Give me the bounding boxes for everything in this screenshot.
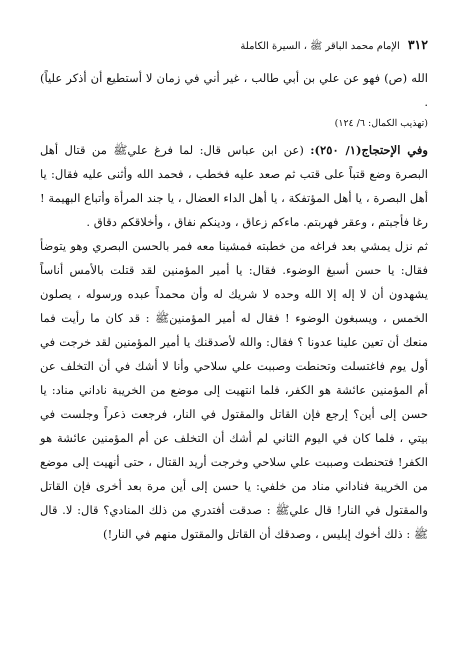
paragraph-1: الله (ص) فهو عن علي بن أبي طالب ، غير أني في زمان لا أستطيع أن أذكر علياً) . xyxy=(40,71,428,109)
page-body xyxy=(40,66,428,546)
source-label: وفي الإحتجاج(١/ ٢٥٠): xyxy=(310,143,428,157)
running-title: الإمام محمد الباقر ﷺ ، السيرة الكاملة xyxy=(240,41,400,52)
page-header xyxy=(40,38,428,54)
paragraph-3: ثم نزل يمشي بعد فراغه من خطبته فمشينا معه فمر بالحسن البصري وهو يتوضأ فقال: يا حسن أسبغ الوضوء. فقال: يا أمير المؤمنين لقد قتلت بالأمس أناساً يشهدون أن لا إله إلا الله وحده لا شريك له وأن محمداً عبده ورسوله ، يصلون الخمس ، ويسبغون الوضوء ! فقال له أمير المؤمنينﷺ : قد كان ما رأيت فما منعك أن تعين علينا عدونا ؟ فقال: والله لأصدقنك يا أمير المؤمنين لقد خرجت في أول يوم فاغتسلت وتحنطت وصببت علي سلاحي وأنا لا أشك في أن التخلف عن أم المؤمنين عائشة هو الكفر، فلما انتهيت إلى موضع من الخريبة ناداني مناد: يا حسن إلى أين؟ إرجع فإن القاتل والمقتول في النار، فرجعت ذعراً وجلست في بيتي ، فلما كان في اليوم الثاني لم أشك أن التخلف عن أم المؤمنين عائشة هو الكفر! فتحنطت وصببت علي سلاحي وخرجت أريد القتال ، حتى أنهيت إلى موضع من الخريبة فناداني مناد من خلفي: يا حسن إلى أين مرة بعد أخرى فإن القاتل والمقتول في النار! قال عليﷺ : صدقت أفتدري من ذلك المنادي؟ قال: لا. قال ﷺ : ذلك أخوك إبليس ، وصدقك أن القاتل والمقتول منهم في النار!) xyxy=(40,239,428,541)
page-number: ٣١٢ xyxy=(407,37,428,52)
reference-note: (تهذيب الكمال: ٦/ ١٢٤) xyxy=(334,118,428,129)
paragraph-2-text: (عن ابن عباس قال: لما فرغ عليﷺ من قتال أهل البصرة وضع قتباً على قتب ثم صعد عليه فخطب ، فحمد الله وأثنى عليه فقال: يا أهل البصرة ، يا أهل المؤتفكة ، يا أهل الداء العضال ، يا جند المرأة وأتباع البهيمة ! رغا فأجبتم ، وعقر فهربتم. ماءكم زعاق ، ودينكم نفاق ، وأخلاقكم دقاق . xyxy=(40,143,428,229)
paragraph-2 xyxy=(40,138,428,234)
